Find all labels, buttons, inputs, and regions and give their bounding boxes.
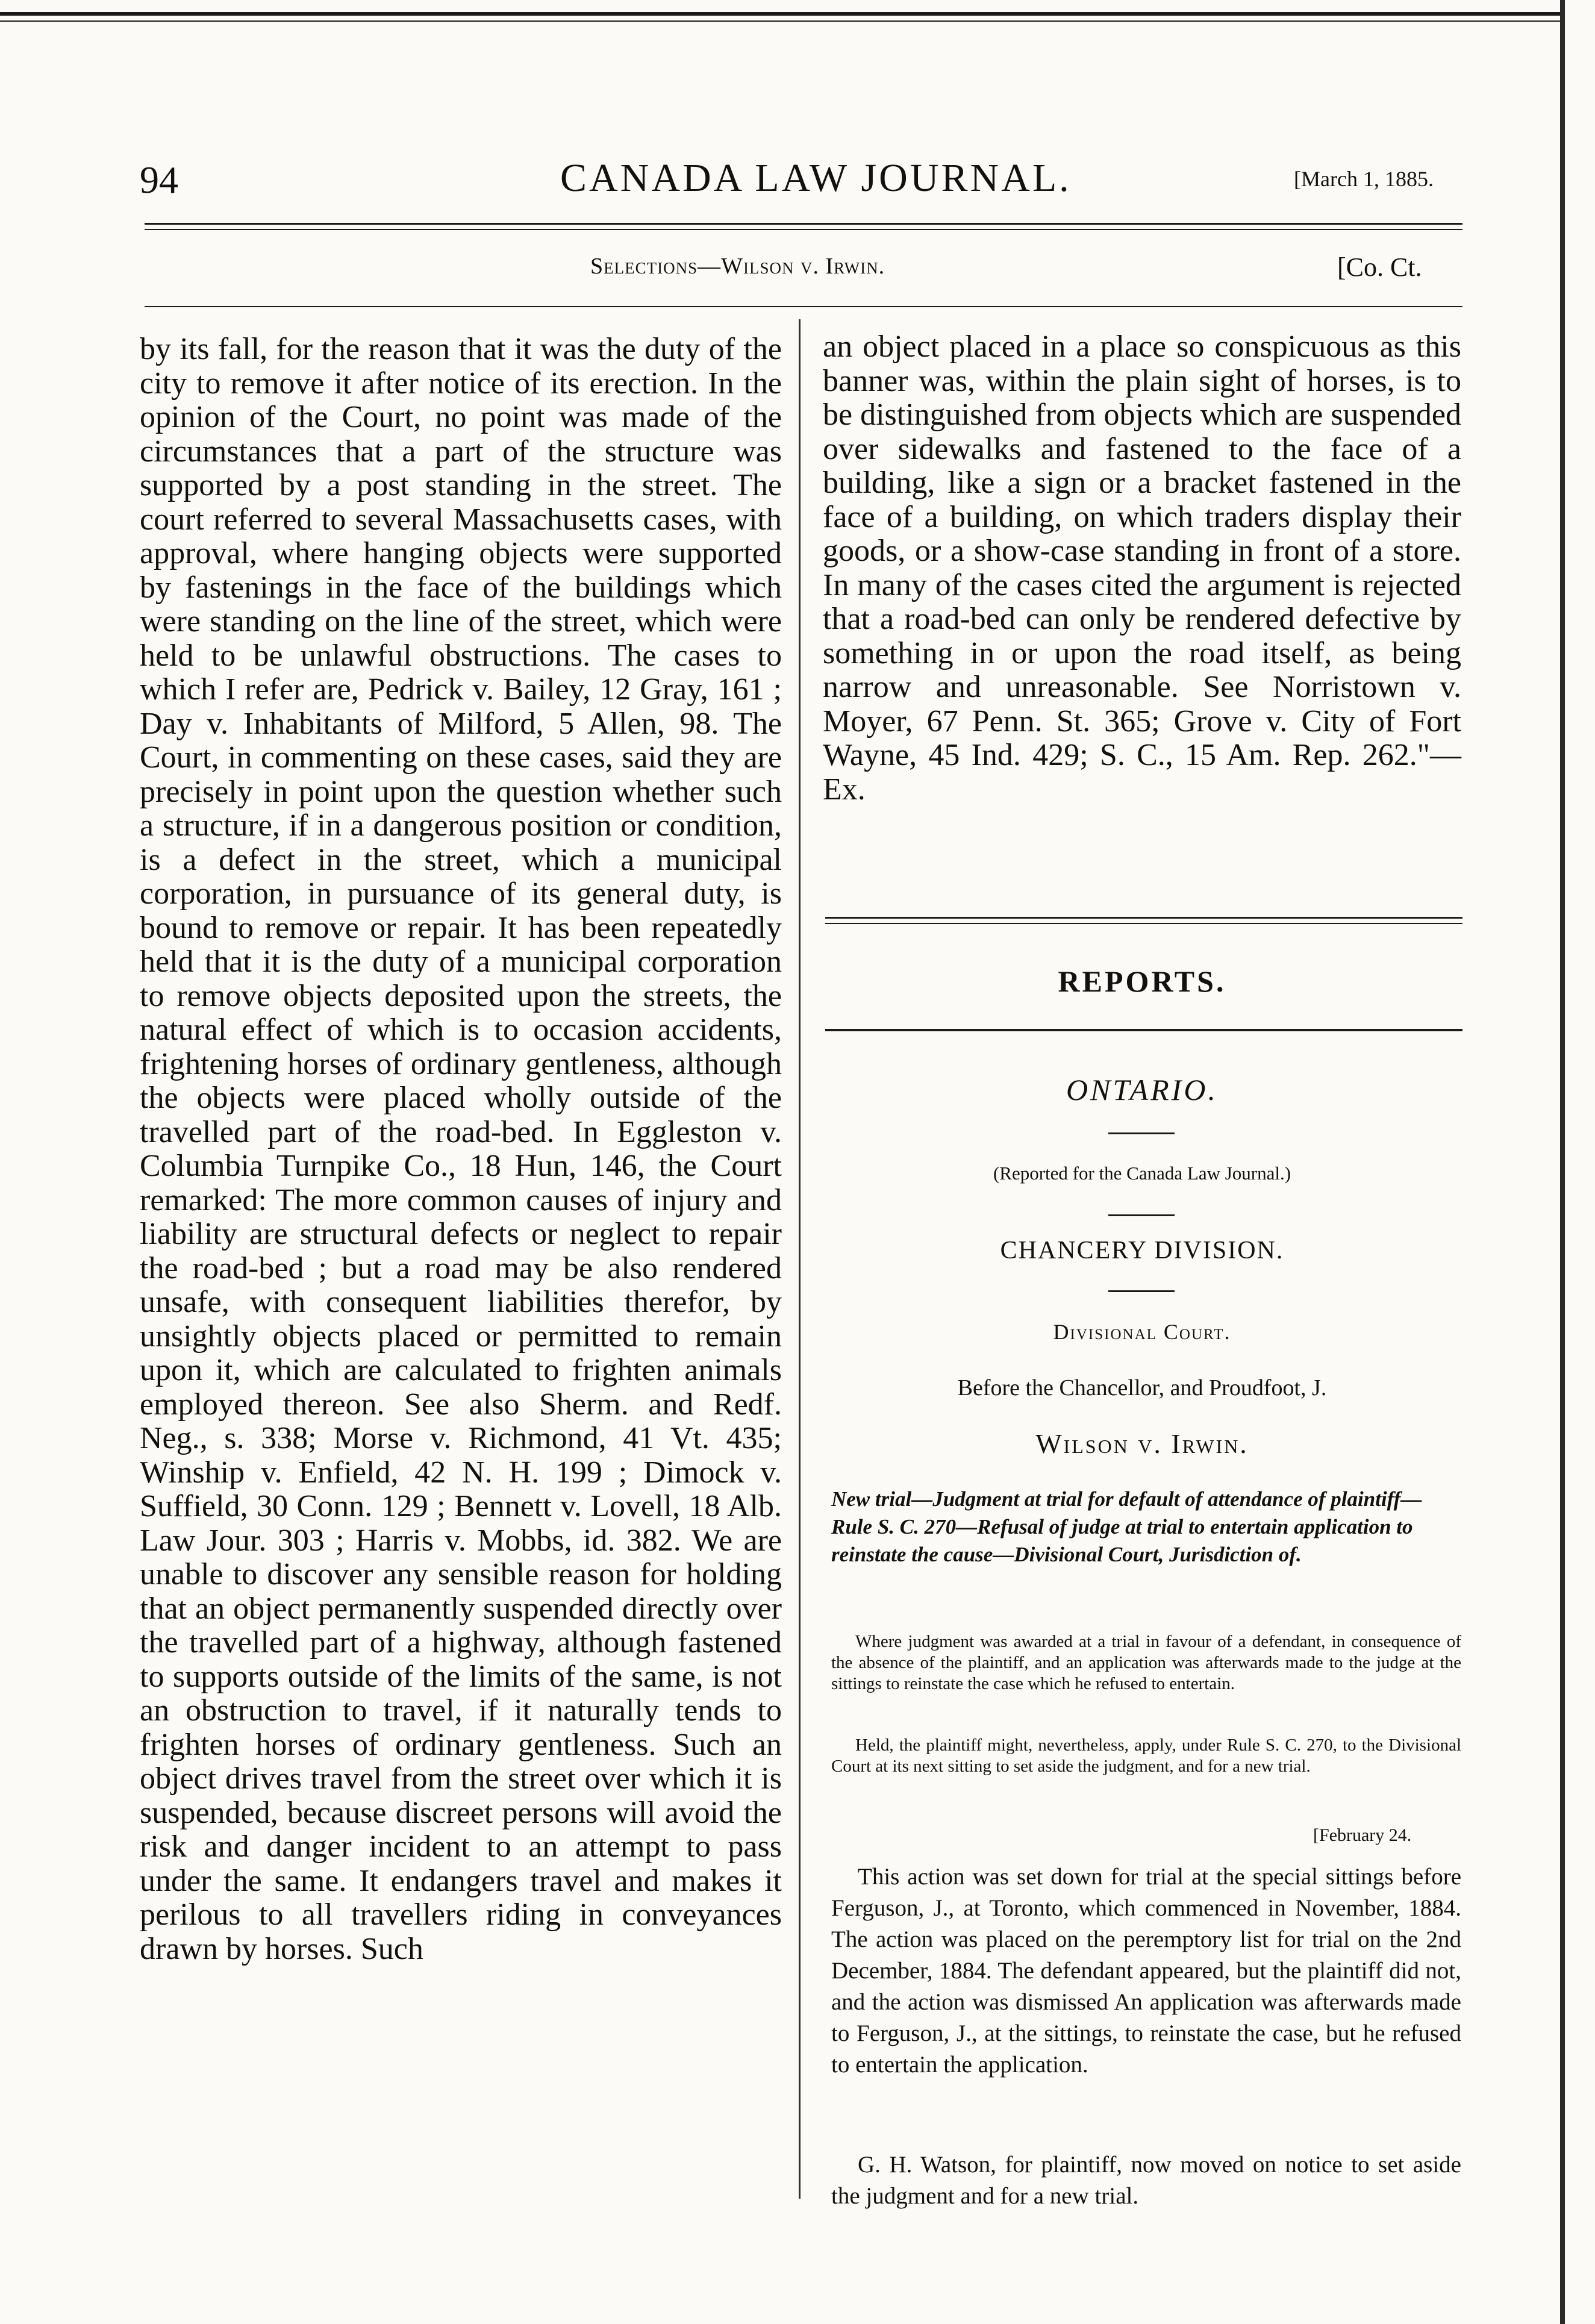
section-rule-thick xyxy=(825,917,1462,919)
continuation-text: an object placed in a place so conspicuous as this banner was, within the plain sight of horses, is to be distinguished from objects which are suspended over sidewalks and fastened to the face of a building, like a sign or a bracket fastened in the face of a building, on which traders display their goods, or a show-case standing in front of a store. In many of the cases cited the argument is rejected that a road-bed can only be rendered defective by something in or upon the road itself, as being narrow and unreasonable. See Norristown v. Moyer, 67 Penn. St. 365; Grove v. City of Fort Wayne, 45 Ind. 429; S. C., 15 Am. Rep. 262."—Ex. xyxy=(823,330,1461,807)
division-rule xyxy=(1108,1290,1175,1292)
right-column-continuation xyxy=(823,330,1461,807)
header-rule-thin xyxy=(145,229,1462,230)
reporter-rule xyxy=(1108,1214,1175,1216)
province-rule xyxy=(1108,1132,1175,1134)
case-name: Wilson v. Irwin. xyxy=(1035,1428,1249,1459)
journal-title: CANADA LAW JOURNAL. xyxy=(560,156,1072,200)
reports-heading: REPORTS. xyxy=(1058,964,1226,998)
court-name: Divisional Court. xyxy=(1053,1320,1231,1344)
judges-line: Before the Chancellor, and Proudfoot, J. xyxy=(957,1375,1327,1401)
issue-date: [March 1, 1885. xyxy=(1294,167,1434,191)
column-divider xyxy=(799,319,801,2199)
top-border-rule-thin xyxy=(0,20,1560,22)
running-head: Selections—Wilson v. Irwin. xyxy=(590,254,885,279)
reporter-note: (Reported for the Canada Law Journal.) xyxy=(993,1163,1291,1184)
top-border-rule xyxy=(0,12,1560,16)
page-edge xyxy=(1560,0,1565,2324)
left-column-text: by its fall, for the reason that it was the duty of the city to remove it after notice of its erection. In the opinion of the Court, no point was made of the circumstances that a part of the structure was supported by a post standing in the street. The court referred to several Massachusetts cases, with approval, where hanging objects were supported by fastenings in the face of the buildings which were standing on the line of the street, which were held to be unlawful obstructions. The cases to which I refer are, Pedrick v. Bailey, 12 Gray, 161 ; Day v. Inhabitants of Milford, 5 Allen, 98. The Court, in commenting on these cases, said they are precisely in point upon the question whether such a structure, if in a dangerous position or condition, is a defect in the street, which a municipal corporation, in pursuance of its general duty, is bound to remove or repair. It has been repeatedly held that it is the duty of a municipal corporation to remove objects deposited upon the streets, the natural effect of which is to occasion accidents, frightening horses of ordinary gentleness, although the objects were placed wholly outside of the travelled part of the road-bed. In Eggleston v. Columbia Turnpike Co., 18 Hun, 146, the Court remarked: The more common causes of injury and liability are structural defects or neglect to repair the road-bed ; but a road may be also rendered unsafe, with consequent liabilities therefor, by unsightly objects placed or permitted to remain upon it, which are calculated to frighten animals employed thereon. See also Sherm. and Redf. Neg., s. 338; Morse v. Richmond, 41 Vt. 435; Winship v. Enfield, 42 N. H. 199 ; Dimock v. Suffield, 30 Conn. 129 ; Bennett v. Lovell, 18 Alb. Law Jour. 303 ; Harris v. Mobbs, id. 382. We are unable to discover any sensible reason for holding that an object permanently suspended directly over the travelled part of a highway, although fastened to supports outside of the limits of the same, is not an obstruction to travel, if it naturally tends to frighten horses of ordinary gentleness. Such an object drives travel from the street over which it is suspended, because discreet persons will avoid the risk and danger incident to an attempt to pass under the same. It endangers travel and makes it perilous to all travellers riding in conveyances drawn by horses. Such xyxy=(140,332,782,1966)
summary-paragraph: Where judgment was awarded at a trial in favour of a defendant, in consequence of the absence of the plaintiff, and an application was afterwards made to the judge at the sittings to reinstate the case which he refused to entertain. xyxy=(831,1632,1461,1693)
section-rule-thin xyxy=(825,923,1462,924)
page-number: 94 xyxy=(140,158,178,201)
left-column xyxy=(140,333,782,1966)
body-paragraph: This action was set down for trial at the special sittings before Ferguson, J., at Toronto, which commenced in November, 1884. The action was placed on the peremptory list for trial on the 2nd December, 1884. The defendant appeared, but the plaintiff did not, and the action was dismissed An application was afterwards made to Ferguson, J., at the sittings, to reinstate the case, but he refused to entertain the application. xyxy=(831,1864,1461,2078)
decision-date: [February 24. xyxy=(1313,1825,1412,1845)
court-abbreviation: [Co. Ct. xyxy=(1337,252,1422,282)
province-heading: ONTARIO. xyxy=(1066,1073,1218,1107)
headnote: New trial—Judgment at trial for default of attendance of plaintiff—Rule S. C. 270—Refusal of judge at trial to entertain application to reinstate the cause—Divisional Court, Jurisdiction of. xyxy=(831,1487,1422,1566)
holding-paragraph: Held, the plaintiff might, nevertheless, apply, under Rule S. C. 270, to the Divisional Court at its next sitting to set aside the judgment, and for a new trial. xyxy=(831,1735,1461,1776)
counsel-paragraph: G. H. Watson, for plaintiff, now moved on notice to set aside the judgment and for a new trial. xyxy=(831,2152,1461,2209)
running-head-rule xyxy=(145,306,1462,307)
header-rule-thick xyxy=(145,223,1462,225)
division-heading: CHANCERY DIVISION. xyxy=(1000,1237,1284,1264)
reports-rule xyxy=(825,1029,1462,1031)
